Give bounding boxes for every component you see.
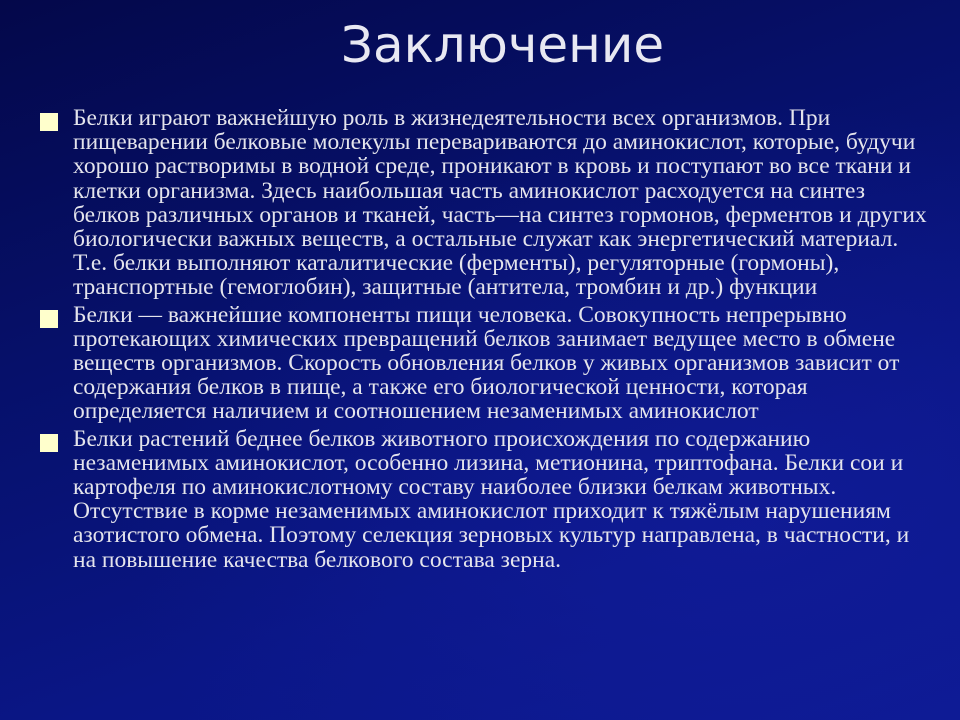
square-bullet-icon — [40, 310, 58, 328]
bullet-list — [40, 106, 930, 575]
bullet-item — [40, 303, 930, 424]
bullet-item — [40, 427, 930, 572]
slide-title: Заключение — [340, 16, 665, 74]
square-bullet-icon — [40, 434, 58, 452]
bullet-text: Белки растений беднее белков животного происхождения по содержанию незаменимых аминокислот, особенно лизина, метионина, триптофана. Белки сои и картофеля по аминокислотному составу наиболее близки белкам животных. Отсутствие в корме незаменимых аминокислот приходит к тяжёлым нарушениям азотистого обмена. Поэтому селекция зерновых культур направлена, в частности, и на повышение качества белкового состава зерна. — [73, 425, 910, 573]
square-bullet-icon — [40, 113, 58, 131]
bullet-item — [40, 106, 930, 300]
bullet-text: Белки — важнейшие компоненты пищи человека. Совокупность непрерывно протекающих химических превращений белков занимает ведущее место в обмене веществ организмов. Скорость обновления белков у живых организмов зависит от содержания белков в пище, а также его биологической ценности, которая определяется наличием и соотношением незаменимых аминокислот — [73, 301, 900, 425]
bullet-text: Белки играют важнейшую роль в жизнедеятельности всех организмов. При пищеварении белковые молекулы перевариваются до аминокислот, которые, будучи хорошо растворимы в водной среде, проникают в кровь и поступают во все ткани и клетки организма. Здесь наибольшая часть аминокислот расходуется на синтез белков различных органов и тканей, часть—на синтез гормонов, ферментов и других биологически важных веществ, а остальные служат как энергетический материал. Т.е. белки выполняют каталитические (ферменты), регуляторные (гормоны), транспортные (гемоглобин), защитные (антитела, тромбин и др.) функции — [73, 105, 927, 301]
